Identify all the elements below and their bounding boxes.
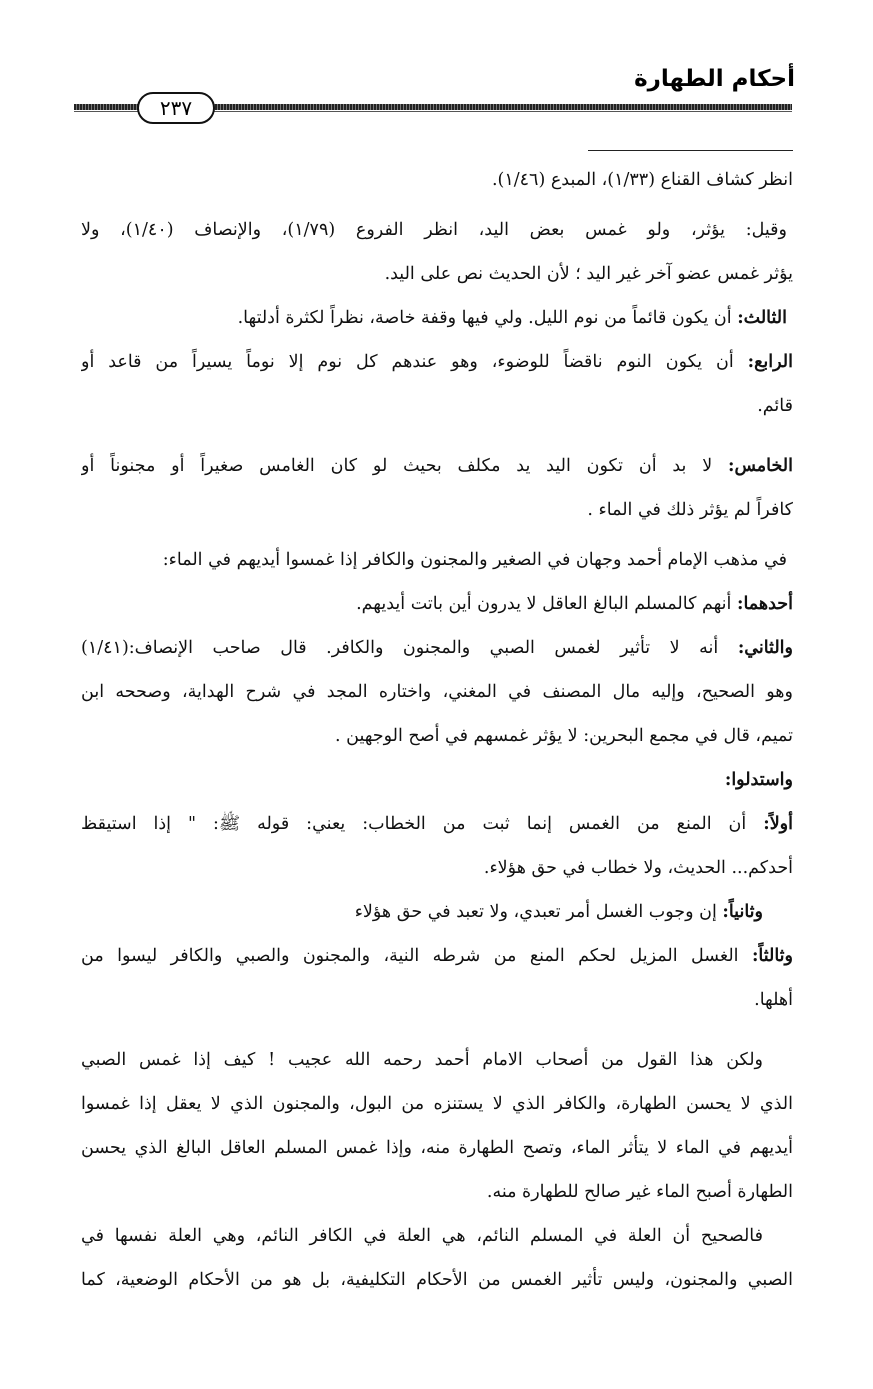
text-line: في مذهب الإمام أحمد وجهان في الصغير والمجنون والكافر إذا غمسوا أيديهم في الماء:	[162, 550, 787, 570]
footnote-separator	[588, 150, 793, 151]
text-line: أحدهما: أنهم كالمسلم البالغ العاقل لا يدرون أين باتت أيديهم.	[356, 594, 793, 614]
text-line: أهلها.	[754, 990, 793, 1010]
text-line: وهو الصحيح، وإليه مال المصنف في المغني، واختاره المجد في شرح الهداية، وصححه ابن	[81, 682, 793, 702]
text-line: الصبي والمجنون، وليس تأثير الغمس من الأحكام التكليفية، بل هو من الأحكام الوضعية، كما	[81, 1270, 793, 1290]
text-line: ولكن هذا القول من أصحاب الامام أحمد رحمه الله عجيب ! كيف إذا غمس الصبي	[81, 1050, 763, 1070]
text-line: فالصحيح أن العلة في المسلم النائم، هي العلة في الكافر النائم، وهي العلة نفسها في	[81, 1226, 763, 1246]
text-line: الخامس: لا بد أن تكون اليد يد مكلف بحيث لو كان الغامس صغيراً أو مجنوناً أو	[81, 456, 793, 476]
text-line: قائم.	[757, 396, 793, 416]
text-line: وثانياً: إن وجوب الغسل أمر تعبدي، ولا تعبد في حق هؤلاء	[354, 902, 763, 922]
page-number: ٢٣٧	[137, 92, 215, 124]
running-title: أحكام الطهارة	[634, 66, 795, 92]
text-line: كافراً لم يؤثر ذلك في الماء .	[587, 500, 793, 520]
text-line: والثاني: أنه لا تأثير لغمس الصبي والمجنون والكافر. قال صاحب الإنصاف:(١/٤١)	[81, 638, 793, 658]
text-line: الذي لا يحسن الطهارة، والكافر الذي لا يستنزه من البول، والمجنون الذي لا يعقل إذا غمسوا	[81, 1094, 793, 1114]
text-line: الرابع: أن يكون النوم ناقضاً للوضوء، وهو عندهم كل نوم إلا نوماً يسيراً من قاعد أو	[81, 352, 793, 372]
text-line: واستدلوا:	[724, 770, 793, 790]
text-line: تميم، قال في مجمع البحرين: لا يؤثر غمسهم في أصح الوجهين .	[335, 726, 793, 746]
text-line: الطهارة أصبح الماء غير صالح للطهارة منه.	[486, 1182, 793, 1202]
text-line: يؤثر غمس عضو آخر غير اليد ؛ لأن الحديث نص على اليد.	[384, 264, 793, 284]
text-line: وقيل: يؤثر، ولو غمس بعض اليد، انظر الفروع (١/٧٩)، والإنصاف (١/٤٠)، ولا	[81, 220, 787, 240]
text-line: أولاً: أن المنع من الغمس إنما ثبت من الخطاب: يعني: قوله ﷺ: " إذا استيقظ	[81, 814, 793, 834]
text-line: أحدكم... الحديث، ولا خطاب في حق هؤلاء.	[483, 858, 793, 878]
text-line: الثالث: أن يكون قائماً من نوم الليل. ولي فيها وقفة خاصة، نظراً لكثرة أدلتها.	[237, 308, 787, 328]
text-line: أيديهم في الماء لا يتأثر الماء، وتصح الطهارة منه، وإذا غمس المسلم العاقل البالغ الذي يحسن	[81, 1138, 793, 1158]
footnote-text	[81, 158, 793, 1302]
text-line: وثالثاً: الغسل المزيل لحكم المنع من شرطه النية، والمجنون والصبي والكافر ليسوا من	[81, 946, 793, 966]
text-line: انظر كشاف القناع (١/٣٣)، المبدع (١/٤٦).	[491, 170, 793, 190]
